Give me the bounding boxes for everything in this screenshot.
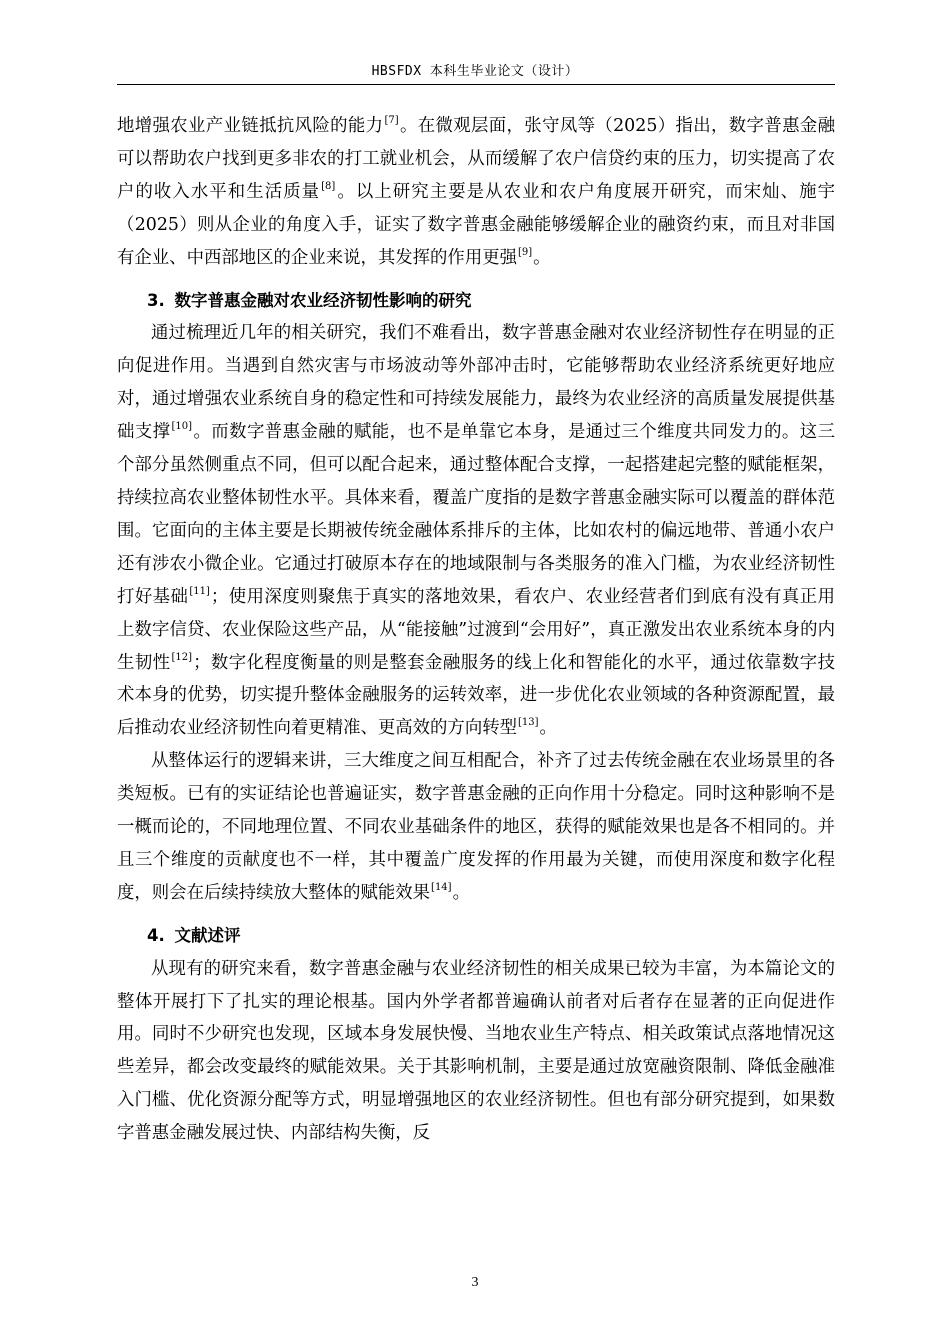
section-number: 4. — [147, 925, 165, 945]
header-rule — [117, 84, 835, 85]
text-run: 。 — [533, 247, 551, 268]
citation-ref: [9] — [518, 246, 533, 258]
paragraph-1 — [117, 110, 835, 275]
text-run: 。而数字普惠金融的赋能，也不是单靠它本身，是通过三个维度共同发力的。这三个部分虽然侧重点不同，但可以配合起来，通过整体配合支撑，一起搭建起完整的赋能框架，持续拉高农业整体韧性水平。具体来看，覆盖广度指的是数字普惠金融实际可以覆盖的群体范围。它面向的主体主要是长期被传统金融体系排斥的主体，比如农村的偏远地带、普通小农户还有涉农小微企业。它通过打破原本存在的地域限制与各类服务的准入门槛，为农业经济韧性打好基础 — [117, 422, 835, 607]
citation-ref: [14] — [431, 881, 452, 893]
section-heading-3 — [117, 285, 835, 318]
text-run: 。以上研究主要是从农业和农户角度展开研究，而宋灿、施宇（2025）则从企业的角度入手，证实了数字普惠金融能够缓解企业的融资约束，而且对非国有企业、中西部地区的企业来说，其发挥的作用更强 — [117, 181, 835, 268]
section3-paragraph-1 — [117, 317, 835, 745]
section-title: 文献述评 — [174, 925, 241, 945]
citation-ref: [12] — [171, 651, 193, 663]
text-run: 地增强农业产业链抵抗风险的能力 — [117, 116, 384, 136]
page-header: HBSFDX 本科生毕业论文（设计） — [371, 64, 579, 79]
section-heading-4 — [117, 920, 835, 953]
document-body — [117, 110, 835, 1150]
citation-ref: [8] — [321, 180, 336, 192]
page-number: 3 — [471, 1275, 479, 1290]
text-run: 。在微观层面，张守凤等（2025）指出，数字普惠金融可以帮助农户找到更多非农的打工就业机会，从而缓解了农户信贷约束的压力，切实提高了农户的收入水平和生活质量 — [117, 116, 835, 202]
section-title: 数字普惠金融对农业经济韧性影响的研究 — [174, 290, 472, 310]
section-number: 3. — [147, 290, 165, 310]
text-run: 从整体运行的逻辑来讲，三大维度之间互相配合，补齐了过去传统金融在农业场景里的各类短板。已有的实证结论也普遍证实，数字普惠金融的正向作用十分稳定。同时这种影响不是一概而论的，不同地理位置、不同农业基础条件的地区，获得的赋能效果也是各不相同的。并且三个维度的贡献度也不一样，其中覆盖广度发挥的作用最为关键，而使用深度和数字化程度，则会在后续持续放大整体的赋能效果 — [117, 751, 835, 903]
text-run: ；数字化程度衡量的则是整套金融服务的线上化和智能化的水平，通过依靠数字技术本身的优势，切实提升整体金融服务的运转效率，进一步优化农业领域的各种资源配置，最后推动农业经济韧性向着更精准、更高效的方向转型 — [117, 652, 835, 739]
citation-ref: [10] — [171, 421, 193, 433]
section4-paragraph-1: 从现有的研究来看，数字普惠金融与农业经济韧性的相关成果已较为丰富，为本篇论文的整体开展打下了扎实的理论根基。国内外学者都普遍确认前者对后者存在显著的正向促进作用。同时不少研究也发现，区域本身发展快慢、当地农业生产特点、相关政策试点落地情况这些差异，都会改变最终的赋能效果。关于其影响机制，主要是通过放宽融资限制、降低金融准入门槛、优化资源分配等方式，明显增强地区的农业经济韧性。但也有部分研究提到，如果数字普惠金融发展过快、内部结构失衡，反 — [117, 958, 835, 1144]
text-run: 。 — [452, 882, 470, 903]
section3-paragraph-2 — [117, 745, 835, 910]
citation-ref: [7] — [384, 115, 399, 126]
citation-ref: [11] — [189, 585, 210, 597]
text-run: 。 — [539, 718, 557, 739]
citation-ref: [13] — [518, 717, 539, 729]
text-run: 通过梳理近几年的相关研究，我们不难看出，数字普惠金融对农业经济韧性存在明显的正向促进作用。当遇到自然灾害与市场波动等外部冲击时，它能够帮助农业经济系统更好地应对，通过增强农业系统自身的稳定性和可持续发展能力，最终为农业经济的高质量发展提供基础支撑 — [117, 323, 835, 443]
text-run: ；使用深度则聚焦于真实的落地效果，看农户、农业经营者们到底有没有真正用上数字信贷、农业保险这些产品，从“能接触”过渡到“会用好”，真正激发出农业系统本身的内生韧性 — [117, 586, 835, 673]
